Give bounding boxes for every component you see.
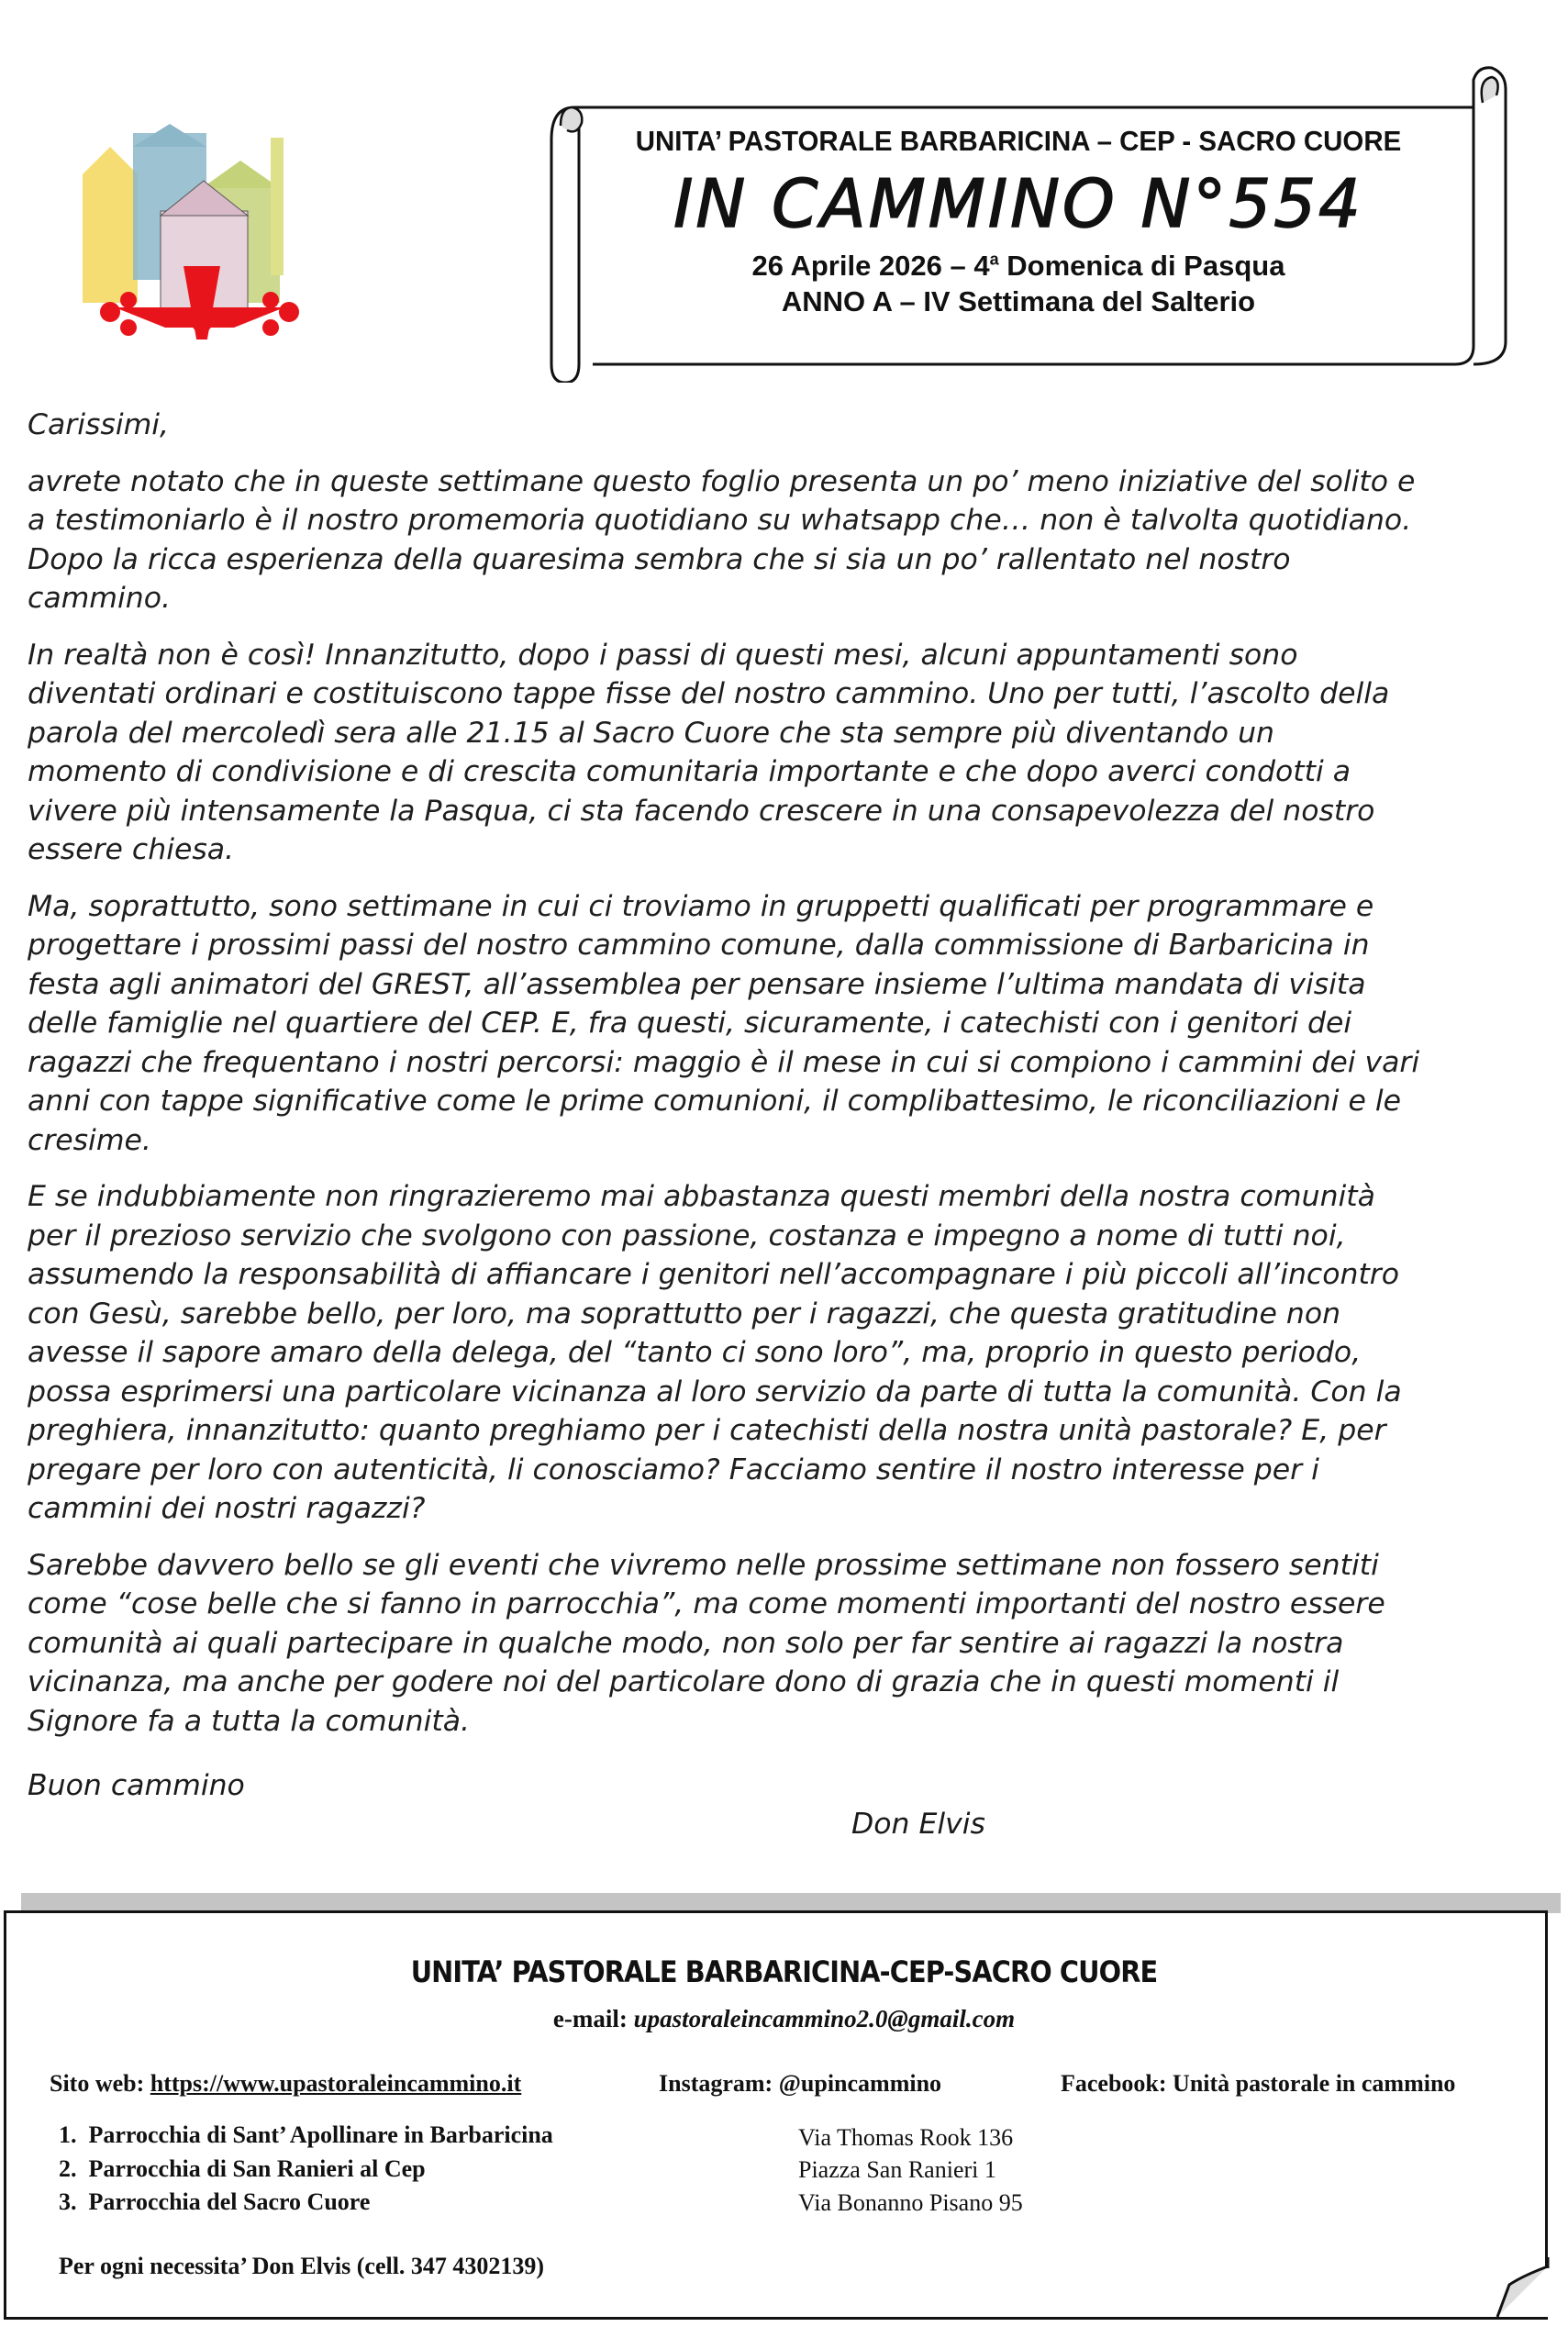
date-ordinal: a: [989, 250, 999, 269]
paragraph-line: assumendo la responsabilità di affiancare i genitori nell’accompagnare i più piccoli all’incontro: [28, 1258, 1400, 1291]
paragraph-line: per il prezioso servizio che svolgono con passione, costanza e impegno a nome di tutti noi,: [28, 1219, 1346, 1252]
parish-number: 1.: [59, 2121, 77, 2148]
header-unit-name: UNITA’ PASTORALE BARBARICINA – CEP - SACRO CUORE: [635, 125, 1402, 157]
footer-title: UNITA’ PASTORALE BARBARICINA-CEP-SACRO CUORE: [410, 1954, 1158, 1989]
paragraph-line: pregare per loro con autenticità, li conosciamo? Facciamo sentire il nostro interesse per i: [28, 1453, 1319, 1486]
paragraph-line: Signore fa a tutta la comunità.: [28, 1704, 471, 1738]
footer-contact: Per ogni necessita’ Don Elvis (cell. 347 4302139): [59, 2253, 545, 2279]
paragraph-line: Dopo la ricca esperienza della quaresima sembra che si sia un po’ rallentato nel nostro: [28, 542, 1291, 576]
footer-instagram: Instagram: @upincammino: [659, 2070, 942, 2097]
letter-body: [28, 406, 1551, 1758]
parish-number: 2.: [59, 2155, 77, 2182]
paragraph-line: diventati ordinari e costituiscono tappe fisse del nostro cammino. Uno per tutti, l’ascolto della: [28, 677, 1390, 710]
paragraph-line: a testimoniarlo è il nostro promemoria quotidiano su whatsapp che… non è talvolta quotidiano.: [28, 504, 1412, 537]
paragraph-line: parola del mercoledì sera alle 21.15 al Sacro Cuore che sta sempre più diventando un: [28, 716, 1275, 750]
page-curl-icon: [1496, 2257, 1551, 2321]
closing: Buon cammino: [28, 1769, 245, 1802]
paragraph-line: progettare i prossimi passi del nostro cammino comune, dalla commissione di Barbaricina in: [28, 929, 1370, 962]
letter-paragraph: [28, 462, 1551, 618]
date-rest: Domenica di Pasqua: [998, 250, 1285, 282]
footer-facebook: Facebook: Unità pastorale in cammino: [1061, 2070, 1456, 2097]
header-liturgical-year: ANNO A – IV Settimana del Salterio: [781, 285, 1256, 317]
greeting: [28, 406, 1551, 445]
parish-address: Piazza San Ranieri 1: [798, 2156, 996, 2183]
parish-name: Parrocchia del Sacro Cuore: [88, 2188, 371, 2215]
date-main: 26 Aprile 2026 – 4: [751, 250, 990, 282]
letter-paragraph: [28, 1546, 1551, 1742]
footer-website: [50, 2070, 521, 2098]
email-link[interactable]: upastoraleincammino2.0@gmail.com: [633, 2005, 1016, 2032]
paragraph-line: avrete notato che in queste settimane questo foglio presenta un po’ meno iniziative del solito e: [28, 464, 1416, 498]
paragraph-line: cresime.: [28, 1123, 151, 1157]
paragraph-line: vicinanza, ma anche per godere noi del particolare dono di grazia che in questi momenti il: [28, 1665, 1340, 1698]
header-date: [587, 250, 1450, 283]
paragraph-line: ragazzi che frequentano i nostri percorsi: maggio è il mese in cui si compiono i cammini dei vari: [28, 1045, 1420, 1079]
paragraph-line: delle famiglie nel quartiere del CEP. E, fra questi, sicuramente, i catechisti con i genitori dei: [28, 1007, 1352, 1040]
paragraph-line: essere chiesa.: [28, 833, 235, 866]
paragraph-line: momento di condivisione e di crescita comunitaria importante e che dopo averci condotti a: [28, 755, 1351, 788]
paragraph-line: anni con tappe significative come le prime comunioni, il complibattesimo, le riconciliazioni e le: [28, 1085, 1402, 1118]
footer-email: [0, 2005, 1568, 2033]
parish-address: Via Thomas Rook 136: [798, 2124, 1014, 2151]
signature: Don Elvis: [851, 1808, 985, 1841]
parish-item: [59, 2121, 553, 2149]
newsletter-title: IN CAMMINO N°554: [673, 165, 1363, 242]
paragraph-line: comunità ai quali partecipare in qualche modo, non solo per far sentire ai ragazzi la nostra: [28, 1626, 1344, 1660]
paragraph-line: preghiera, innanzitutto: quanto preghiamo per i catechisti della nostra unità pastorale? E, per: [28, 1414, 1386, 1447]
letter-paragraph: [28, 1177, 1551, 1529]
paragraph-line: In realtà non è così! Innanzitutto, dopo i passi di questi mesi, alcuni appuntamenti sono: [28, 638, 1298, 672]
site-label: Sito web:: [50, 2070, 150, 2097]
paragraph-line: cammini dei nostri ragazzi?: [28, 1492, 426, 1525]
letter-paragraph: [28, 887, 1551, 1161]
letter-paragraph: [28, 636, 1551, 870]
parish-logo: [73, 124, 321, 340]
email-label: e-mail:: [552, 2005, 634, 2032]
parish-item: [59, 2188, 370, 2216]
paragraph-line: Sarebbe davvero bello se gli eventi che vivremo nelle prossime settimane non fossero sentiti: [28, 1548, 1379, 1582]
paragraph-line: cammino.: [28, 582, 171, 615]
paragraph-line: possa esprimersi una particolare vicinanza al loro servizio da parte di tutta la comunità. Con la: [28, 1375, 1402, 1408]
paragraph-line: Ma, soprattutto, sono settimane in cui ci troviamo in gruppetti qualificati per programmare e: [28, 889, 1374, 923]
paragraph-line: avesse il sapore amaro della delega, del “tanto ci sono loro”, ma, proprio in questo periodo,: [28, 1336, 1362, 1369]
parish-name: Parrocchia di San Ranieri al Cep: [88, 2155, 426, 2182]
paragraph-line: con Gesù, sarebbe bello, per loro, ma soprattutto per i ragazzi, che questa gratitudine non: [28, 1297, 1341, 1330]
footer-border: [1545, 1910, 1548, 2268]
parish-name: Parrocchia di Sant’ Apollinare in Barbaricina: [88, 2121, 553, 2148]
parish-address: Via Bonanno Pisano 95: [798, 2189, 1023, 2216]
parish-number: 3.: [59, 2188, 77, 2215]
website-link[interactable]: https://www.upastoraleincammino.it: [150, 2070, 522, 2097]
paragraph-line: come “cose belle che si fanno in parrocchia”, ma come momenti importanti del nostro essere: [28, 1587, 1385, 1620]
greeting-text: Carissimi,: [28, 408, 170, 441]
paragraph-line: festa agli animatori del GREST, all’assemblea per pensare insieme l’ultima mandata di visita: [28, 967, 1366, 1001]
paragraph-line: E se indubbiamente non ringrazieremo mai abbastanza questi membri della nostra comunità: [28, 1180, 1375, 1213]
parish-item: [59, 2155, 426, 2183]
letter-paragraphs: [28, 462, 1551, 1742]
paragraph-line: vivere più intensamente la Pasqua, ci sta facendo crescere in una consapevolezza del nostro: [28, 794, 1375, 828]
